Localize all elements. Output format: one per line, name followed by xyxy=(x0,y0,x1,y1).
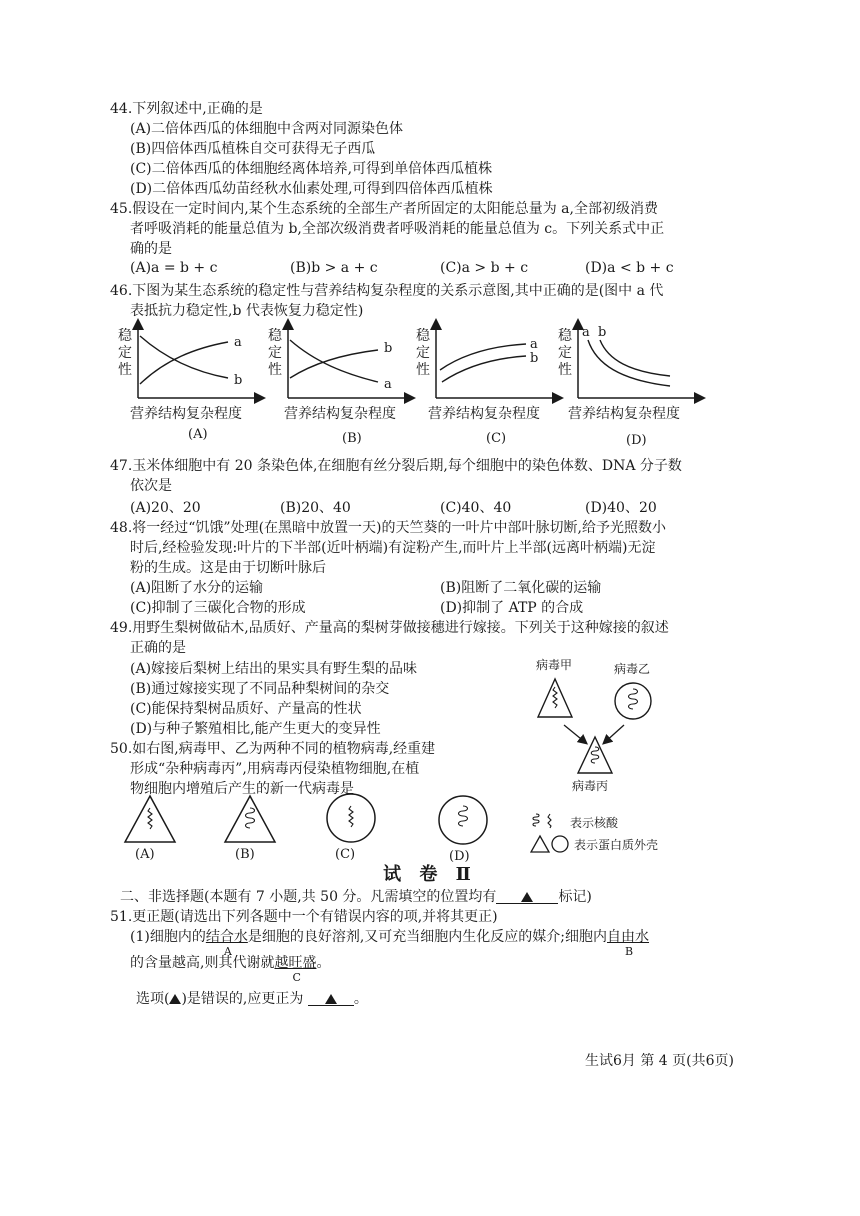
q46-diagram xyxy=(110,318,720,450)
panel-id: (D) xyxy=(626,433,647,448)
q49-stem-line2: 正确的是 xyxy=(130,640,186,656)
q45-option-c: (C)a > b + c xyxy=(440,260,529,276)
q46-panel-b xyxy=(268,324,410,446)
curve-label: b xyxy=(530,351,539,366)
q51-term-b-text: 自由水 xyxy=(607,929,650,945)
q51-answer-blank xyxy=(308,991,354,1006)
q48-option-c: (C)抑制了三碳化合物的形成 xyxy=(130,600,306,616)
curve-decreasing xyxy=(290,340,378,382)
q51-answer-post: 。 xyxy=(353,991,368,1007)
q51-term-c xyxy=(274,955,317,984)
q47-option-b: (B)20、40 xyxy=(280,500,351,516)
q50-option-a-figure xyxy=(125,796,175,862)
y-label-char: 性 xyxy=(268,362,282,378)
q44-option-a: (A)二倍体西瓜的体细胞中含两对同源染色体 xyxy=(130,121,404,137)
q50-option-a-label: (A) xyxy=(135,847,155,862)
legend-protein-shell-label: 表示蛋白质外壳 xyxy=(574,838,659,852)
curve-outer xyxy=(588,340,670,386)
q50-option-d-label: (D) xyxy=(449,849,470,862)
q46-stem-line2: 表抵抗力稳定性,b 代表恢复力稳定性) xyxy=(130,303,364,319)
q45-option-d: (D)a < b + c xyxy=(585,260,674,276)
q50-stem-line3: 物细胞内增殖后产生的新一代病毒是 xyxy=(130,781,354,797)
q46-stem-line1: 46.下图为某生态系统的稳定性与营养结构复杂程度的关系示意图,其中正确的是(图中 a 代 xyxy=(110,283,664,299)
x-label: 营养结构复杂程度 xyxy=(568,406,680,422)
q51-line2-post: 。 xyxy=(316,955,331,971)
q48-option-a: (A)阻断了水分的运输 xyxy=(130,580,264,596)
q49-option-a: (A)嫁接后梨树上结出的果实具有野生梨的品味 xyxy=(130,661,418,677)
y-label-char: 定 xyxy=(558,345,572,361)
q49-option-b: (B)通过嫁接实现了不同品种梨树间的杂交 xyxy=(130,681,390,697)
q51-answer-pre: 选项( xyxy=(136,991,170,1007)
virus-yi xyxy=(615,683,651,719)
virus-bing-label: 病毒丙 xyxy=(572,779,609,793)
y-label-char: 稳 xyxy=(118,328,132,344)
curve-increasing xyxy=(290,350,378,378)
q47-stem-line1: 47.玉米体细胞中有 20 条染色体,在细胞有丝分裂后期,每个细胞中的染色体数、DNA 分子数 xyxy=(110,458,682,474)
q50-option-c-figure xyxy=(327,794,375,862)
part2-heading xyxy=(120,886,592,906)
arrow-from-yi xyxy=(604,725,624,743)
q49-stem-line1: 49.用野生梨树做砧木,品质好、产量高的梨树芽做接穗进行嫁接。下列关于这种嫁接的叙述 xyxy=(110,620,669,636)
y-label-char: 性 xyxy=(416,362,430,378)
panel-id: (B) xyxy=(342,431,362,446)
q46-panel-d xyxy=(558,324,700,448)
curve-label: a xyxy=(530,337,538,352)
legend-protein-shell xyxy=(531,836,658,852)
curve-label: a xyxy=(582,325,590,340)
part2-title: 试 卷 Ⅱ xyxy=(383,864,477,885)
q49-option-d: (D)与种子繁殖相比,能产生更大的变异性 xyxy=(130,721,381,737)
q46-panel-c xyxy=(416,324,558,446)
q48-stem-line2: 时后,经检验发现:叶片的下半部(近叶柄端)有淀粉产生,而叶片上半部(远离叶柄端)无淀 xyxy=(130,540,656,556)
q44-stem: 44.下列叙述中,正确的是 xyxy=(110,101,263,117)
q44-option-c: (C)二倍体西瓜的体细胞经离体培养,可得到单倍体西瓜植株 xyxy=(130,161,493,177)
q45-option-a: (A)a = b + c xyxy=(130,260,218,276)
y-label-char: 性 xyxy=(558,362,572,378)
q51-term-c-text: 越旺盛 xyxy=(274,955,317,971)
q48-stem-line1: 48.将一经过“饥饿”处理(在黑暗中放置一天)的天竺葵的一叶片中部叶脉切断,给予光照数小 xyxy=(110,520,666,536)
q51-line2 xyxy=(130,952,331,984)
part2-heading-before: 二、非选择题(本题有 7 小题,共 50 分。凡需填空的位置均有 xyxy=(120,889,497,905)
y-label-char: 定 xyxy=(118,345,132,361)
x-label: 营养结构复杂程度 xyxy=(130,406,242,422)
curve-label: b xyxy=(234,373,243,388)
virus-jia xyxy=(538,679,572,717)
y-label-char: 稳 xyxy=(558,328,572,344)
q51-term-b xyxy=(607,929,650,958)
answer-blank-sample xyxy=(496,889,558,904)
panel-id: (A) xyxy=(188,427,208,442)
blank-marker-icon xyxy=(521,892,533,902)
y-label-char: 稳 xyxy=(268,328,282,344)
q44-option-d: (D)二倍体西瓜幼苗经秋水仙素处理,可得到四倍体西瓜植株 xyxy=(130,181,493,197)
q50-option-d-figure xyxy=(439,796,487,862)
x-label: 营养结构复杂程度 xyxy=(284,406,396,422)
q51-stem: 51.更正题(请选出下列各题中一个有错误内容的项,并将其更正) xyxy=(110,909,498,925)
q51-line1 xyxy=(130,926,650,958)
curve-label: b xyxy=(384,341,393,356)
q51-sub-a: A xyxy=(223,945,232,958)
q45-stem-line3: 确的是 xyxy=(130,241,172,257)
q50-option-b-label: (B) xyxy=(235,847,255,862)
q51-sub-b: B xyxy=(625,945,634,958)
q50-option-c-label: (C) xyxy=(335,847,356,862)
y-label-char: 定 xyxy=(268,345,282,361)
curve-label: a xyxy=(234,335,242,350)
q48-option-b: (B)阻断了二氧化碳的运输 xyxy=(440,580,602,596)
y-label-char: 稳 xyxy=(416,328,430,344)
q50-stem-line2: 形成“杂种病毒丙”,用病毒丙侵染植物细胞,在植 xyxy=(130,761,420,777)
q48-option-d: (D)抑制了 ATP 的合成 xyxy=(440,600,584,616)
q51-line1-pre: (1)细胞内的 xyxy=(130,929,206,945)
y-label-char: 性 xyxy=(118,362,132,378)
q45-stem-line1: 45.假设在一定时间内,某个生态系统的全部生产者所固定的太阳能总量为 a,全部初级消费 xyxy=(110,201,658,217)
legend-nucleic-acid xyxy=(533,814,619,830)
arrow-from-jia xyxy=(564,725,586,743)
q50-option-b-figure xyxy=(225,796,275,862)
q51-answer-line xyxy=(136,988,368,1008)
q49-option-c: (C)能保持梨树品质好、产量高的性状 xyxy=(130,701,362,717)
q51-line1-mid: 是细胞的良好溶剂,又可充当细胞内生化反应的媒介;细胞内 xyxy=(247,929,608,945)
y-label-char: 定 xyxy=(416,345,430,361)
q50-options xyxy=(115,792,515,862)
q48-stem-line3: 粉的生成。这是由于切断叶脉后 xyxy=(130,560,326,576)
virus-yi-label: 病毒乙 xyxy=(614,662,651,676)
x-label: 营养结构复杂程度 xyxy=(428,406,540,422)
curve-label: b xyxy=(598,325,607,340)
virus-bing xyxy=(578,737,612,773)
q44-option-b: (B)四倍体西瓜植株自交可获得无子西瓜 xyxy=(130,141,376,157)
curve-label: a xyxy=(384,377,392,392)
q51-term-a xyxy=(205,929,248,958)
part2-heading-after: 标记) xyxy=(558,889,592,905)
q51-answer-mid: )是错误的,应更正为 xyxy=(181,991,304,1007)
q46-panel-a xyxy=(118,324,260,442)
q51-sub-c: C xyxy=(292,971,301,984)
q47-stem-line2: 依次是 xyxy=(130,478,172,494)
legend-nucleic-acid-label: 表示核酸 xyxy=(570,816,619,830)
q47-option-d: (D)40、20 xyxy=(585,500,657,516)
q50-stem-line1: 50.如右图,病毒甲、乙为两种不同的植物病毒,经重建 xyxy=(110,741,436,757)
curve-increasing xyxy=(140,342,228,384)
q51-term-a-text: 结合水 xyxy=(205,929,248,945)
panel-id: (C) xyxy=(486,431,507,446)
q50-virus-diagram xyxy=(520,655,690,795)
q50-legend xyxy=(530,812,700,860)
answer-marker-icon xyxy=(169,994,181,1004)
virus-jia-label: 病毒甲 xyxy=(536,658,573,672)
curve-decreasing xyxy=(140,336,228,378)
q47-option-a: (A)20、20 xyxy=(130,500,201,516)
q45-option-b: (B)b > a + c xyxy=(290,260,378,276)
curve-inner xyxy=(600,340,670,376)
q47-option-c: (C)40、40 xyxy=(440,500,512,516)
q45-stem-line2: 者呼吸消耗的能量总值为 b,全部次级消费者呼吸消耗的能量总值为 c。下列关系式中正 xyxy=(130,221,665,237)
q51-line2-pre: 的含量越高,则其代谢就 xyxy=(130,955,275,971)
curve-lower xyxy=(442,356,526,382)
page-footer: 生试6月 第 4 页(共6页) xyxy=(585,1053,734,1069)
blank-marker-icon xyxy=(325,994,337,1004)
